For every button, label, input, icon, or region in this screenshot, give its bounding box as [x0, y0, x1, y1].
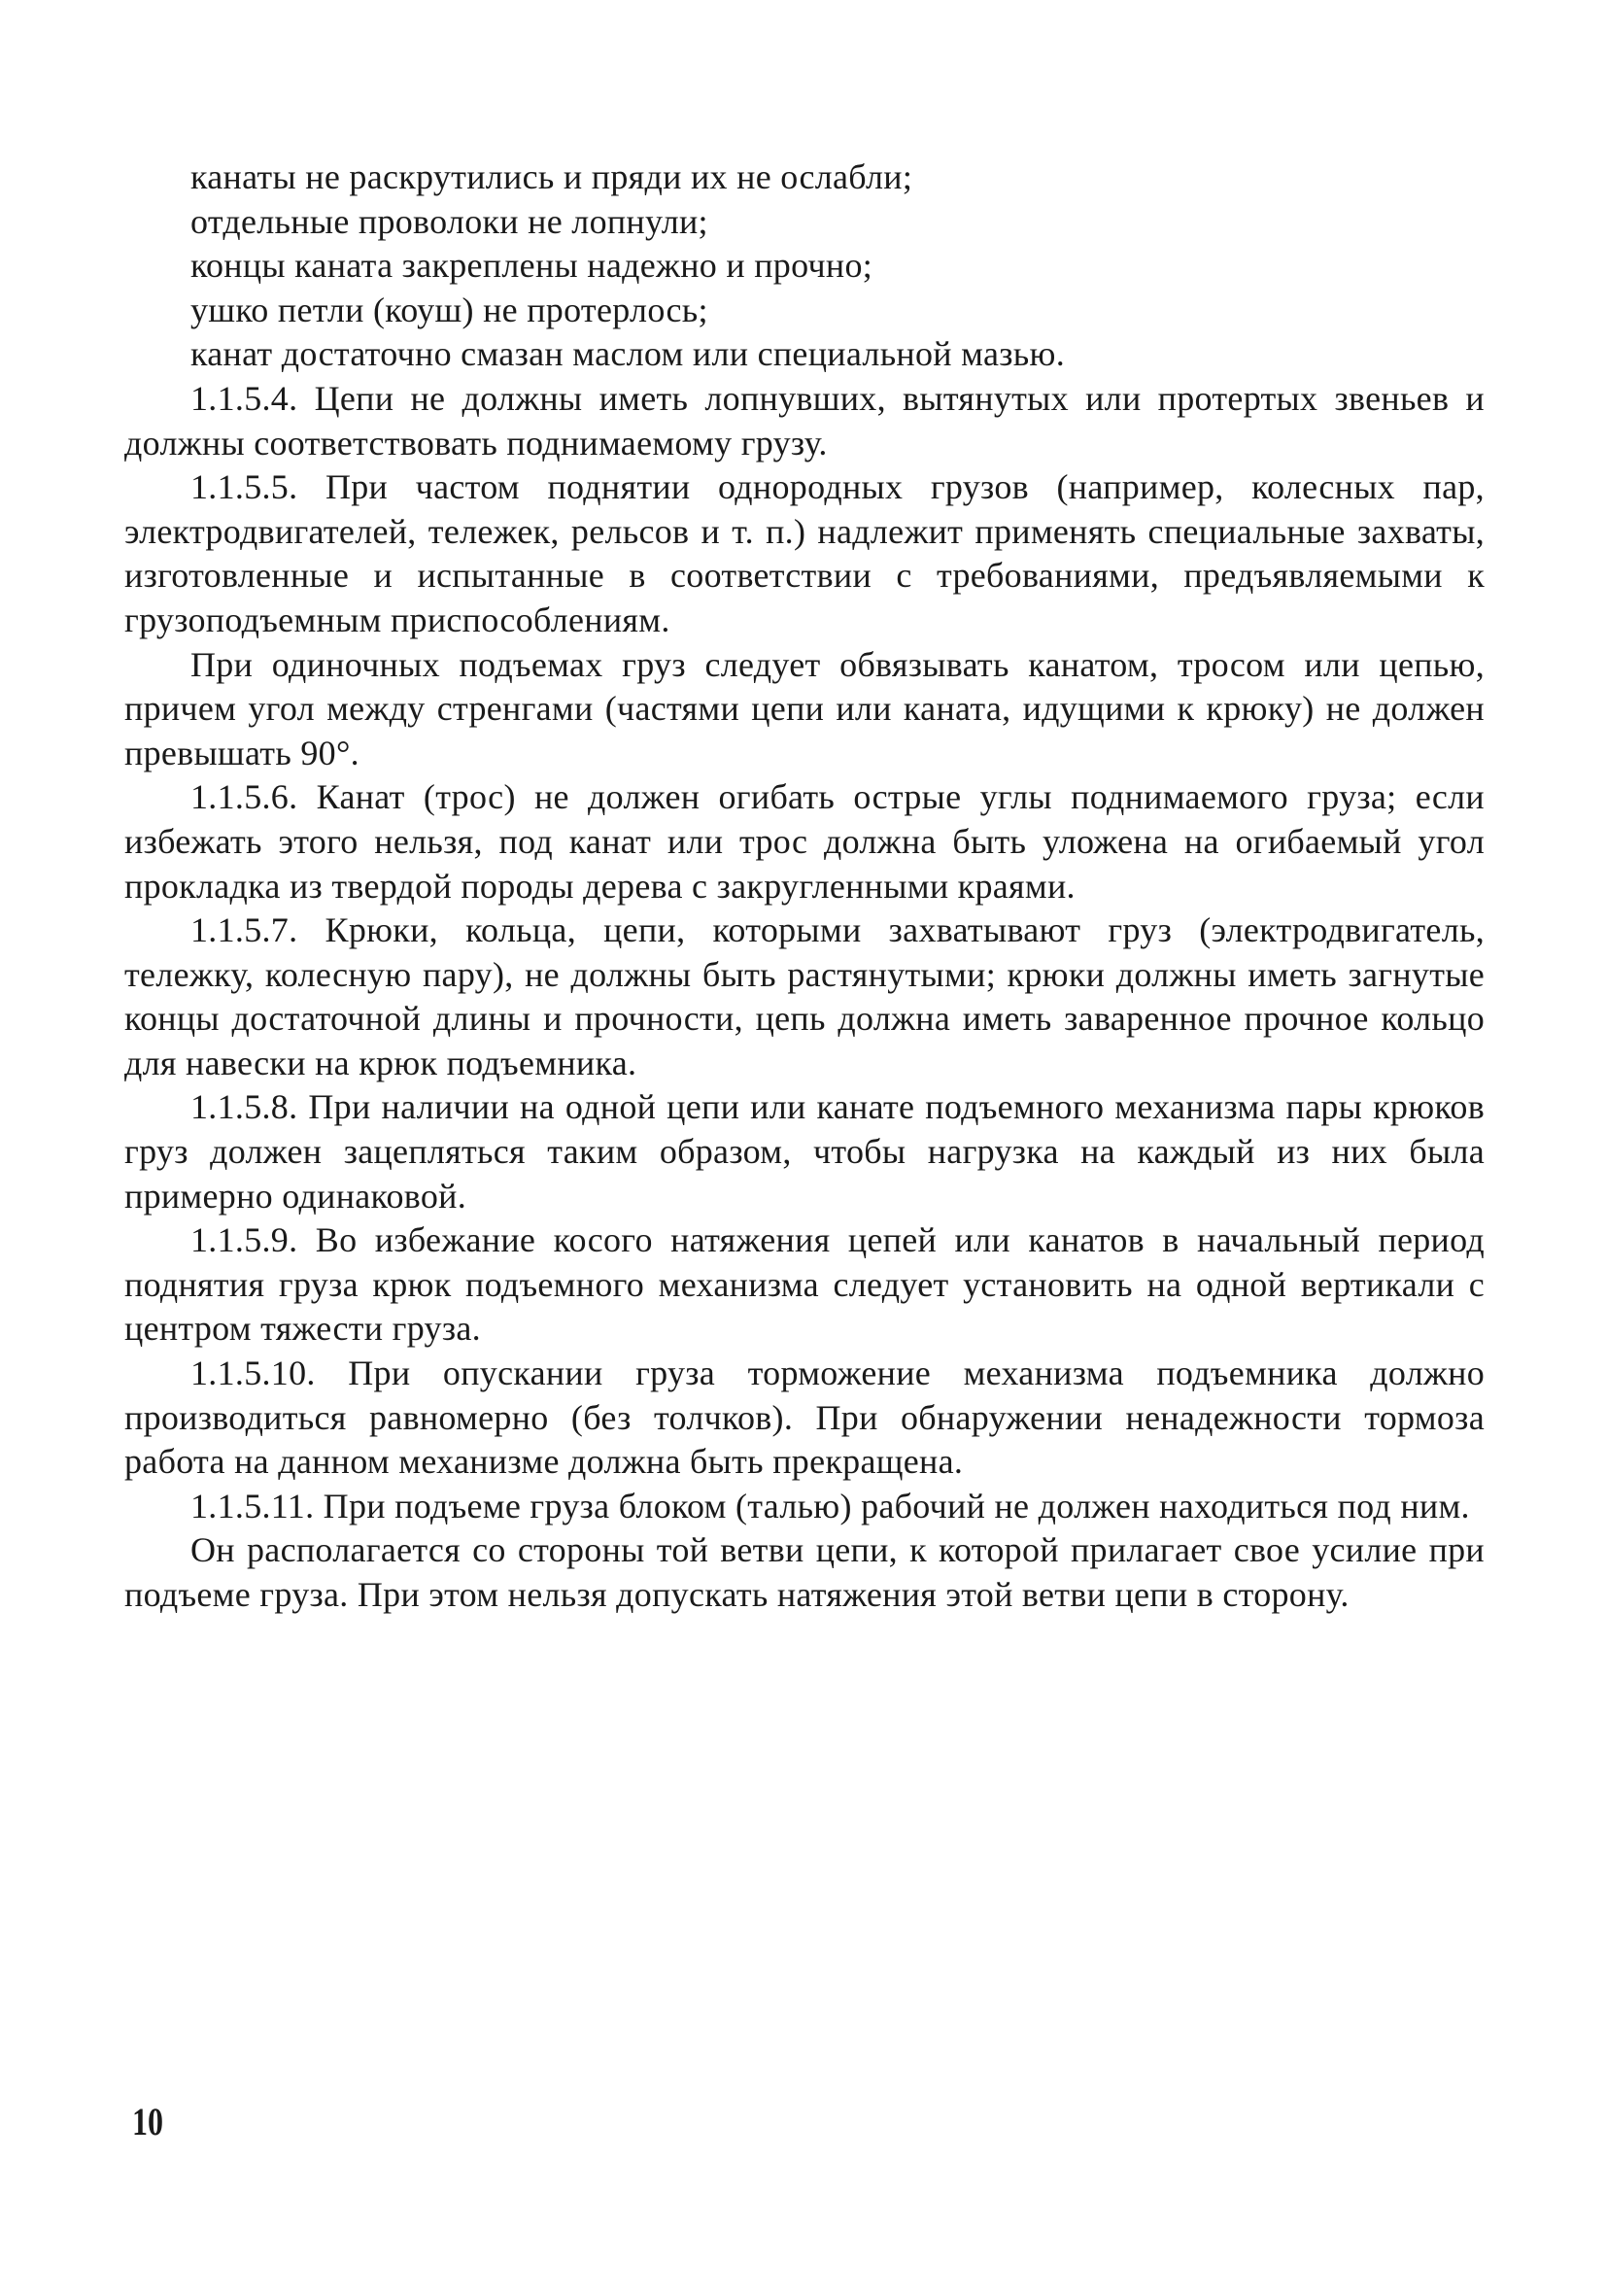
- paragraph-1-1-5-10: 1.1.5.10. При опускании груза торможение механизма подъемника должно производиться равномерно (без толчков). При обнаружении ненадежности тормоза работа на данном механизме должна быть прекращена.: [124, 1354, 1485, 1482]
- paragraph-1-1-5-6: 1.1.5.6. Канат (трос) не должен огибать острые углы поднимаемого груза; если избежать этого нельзя, под канат или трос должна быть уложена на огибаемый угол прокладка из твердой породы дерева с закругленными краями.: [124, 777, 1485, 906]
- paragraph-single-lifts: При одиночных подъемах груз следует обвязывать канатом, тросом или цепью, причем угол между стренгами (частями цепи или каната, идущими к крюку) не должен превышать 90°.: [124, 644, 1485, 772]
- page-number: 10: [132, 2100, 163, 2143]
- list-item: отдельные проволоки не лопнули;: [190, 201, 708, 241]
- list-item: канат достаточно смазан маслом или специальной мазью.: [190, 334, 1065, 374]
- list-item: ушко петли (коуш) не протерлось;: [190, 290, 708, 329]
- text-block: [124, 155, 1485, 1618]
- paragraph-1-1-5-9: 1.1.5.9. Во избежание косого натяжения цепей или канатов в начальный период поднятия груза крюк подъемного механизма следует установить на одной вертикали с центром тяжести груза.: [124, 1220, 1485, 1349]
- paragraph-1-1-5-4: 1.1.5.4. Цепи не должны иметь лопнувших, вытянутых или протертых звеньев и должны соответствовать поднимаемому грузу.: [124, 378, 1485, 463]
- page-body: [124, 155, 1485, 1618]
- paragraph-1-1-5-11: 1.1.5.11. При подъеме груза блоком (талью) рабочий не должен находиться под ним.: [190, 1486, 1470, 1525]
- list-item: концы каната закреплены надежно и прочно;: [190, 246, 873, 286]
- paragraph-worker-position: Он располагается со стороны той ветви цепи, к которой прилагает свое усилие при подъеме груза. При этом нельзя допускать натяжения этой ветви цепи в сторону.: [124, 1530, 1485, 1614]
- paragraph-1-1-5-8: 1.1.5.8. При наличии на одной цепи или канате подъемного механизма пары крюков груз должен зацепляться таким образом, чтобы нагрузка на каждый из них была примерно одинаковой.: [124, 1087, 1485, 1216]
- paragraph-1-1-5-5: 1.1.5.5. При частом поднятии однородных грузов (например, колесных пар, электродвигателей, тележек, рельсов и т. п.) надлежит применять специальные захваты, изготовленные и испытанные в соответствии с требованиями, предъявляемыми к грузоподъемным приспособлениям.: [124, 467, 1485, 639]
- paragraph-1-1-5-7: 1.1.5.7. Крюки, кольца, цепи, которыми захватывают груз (электродвигатель, тележку, колесную пару), не должны быть растянутыми; крюки должны иметь загнутые концы достаточной длины и прочности, цепь должна иметь заваренное прочное кольцо для навески на крюк подъемника.: [124, 910, 1485, 1082]
- list-item: канаты не раскрутились и пряди их не ослабли;: [190, 157, 913, 196]
